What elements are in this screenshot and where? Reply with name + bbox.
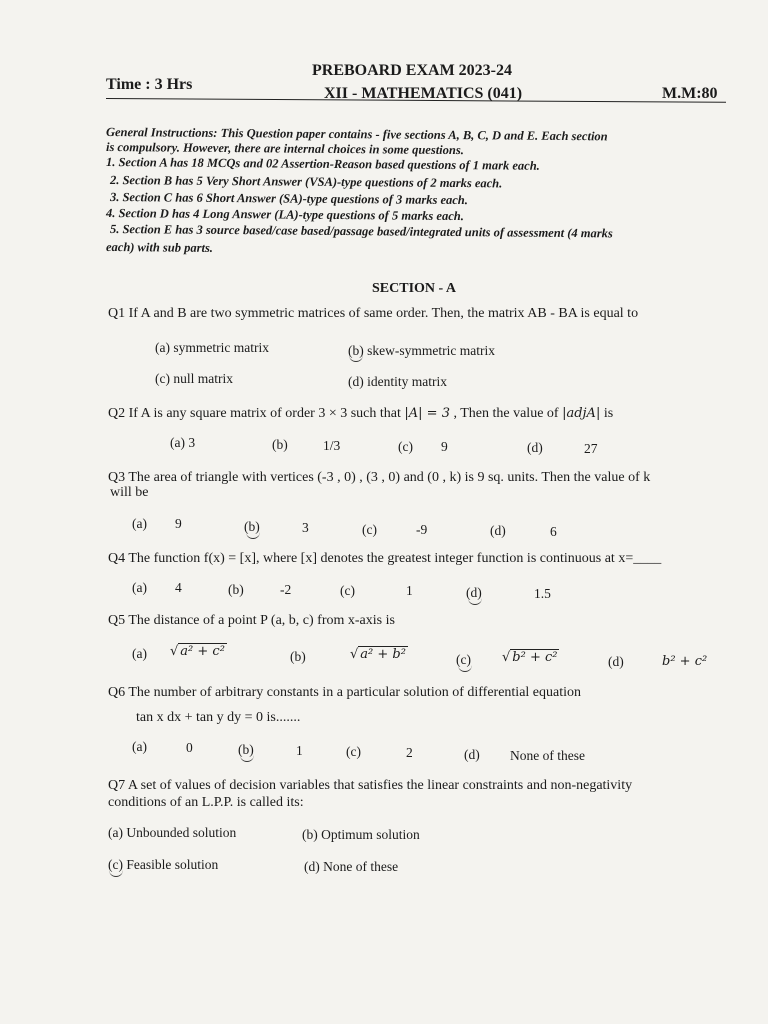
q6-option-a-value: 0 — [186, 740, 193, 755]
q4-option-c-label: (c) — [340, 583, 355, 598]
q6-option-d-value: None of these — [510, 748, 585, 763]
q4-option-a-value: 4 — [175, 580, 182, 595]
q6-option-c-label: (c) — [346, 744, 361, 759]
question-2 — [108, 406, 613, 422]
instructions-line-3: 1. Section A has 18 MCQs and 02 Assertion-Reason based questions of 1 mark each. — [105, 155, 540, 173]
question-3-line-1: Q3 The area of triangle with vertices (-3 , 0) , (3 , 0) and (0 , k) is 9 sq. units. Then the value of k — [108, 470, 651, 485]
q4-option-d-label: (d) — [466, 585, 482, 600]
q5-option-a-label: (a) — [132, 646, 147, 661]
max-marks: M.M:80 — [662, 85, 718, 102]
q2-text-pre: Q2 If A is any square matrix of order 3 × 3 such that — [108, 406, 405, 421]
q3-option-c-value: -9 — [416, 522, 428, 537]
q4-option-b-value: -2 — [280, 582, 292, 597]
q1-option-c: (c) null matrix — [155, 371, 233, 386]
time-allowed: Time : 3 Hrs — [106, 76, 193, 93]
q6-option-b-label: (b) — [238, 742, 254, 757]
q1-option-a: (a) symmetric matrix — [155, 340, 269, 355]
question-6: Q6 The number of arbitrary constants in a particular solution of differential equation — [108, 685, 582, 700]
question-3-line-2: will be — [110, 485, 149, 500]
instructions-line-2: is compulsory. However, there are internal choices in some questions. — [105, 140, 464, 158]
q1-option-b: (b) skew-symmetric matrix — [348, 343, 495, 358]
question-7-line-1: Q7 A set of values of decision variables that satisfies the linear constraints and non-negativity — [108, 778, 633, 793]
q7-option-d: (d) None of these — [304, 859, 399, 874]
q3-option-a-label: (a) — [132, 516, 147, 531]
q2-text-post: is — [600, 406, 614, 421]
q4-option-c-value: 1 — [406, 583, 413, 598]
question-4: Q4 The function f(x) = [x], where [x] denotes the greatest integer function is continuous at x=____ — [108, 551, 662, 566]
q2-option-d-value: 27 — [584, 441, 598, 456]
answer-tick-mark — [246, 528, 260, 539]
q5-option-b-label: (b) — [290, 649, 306, 664]
q7-option-c: (c) Feasible solution — [108, 857, 219, 872]
answer-tick-mark — [349, 351, 363, 362]
q3-option-b-value: 3 — [302, 520, 309, 535]
q5-option-c-value: √ b² + c² — [502, 650, 558, 665]
q3-option-d-label: (d) — [490, 523, 506, 538]
subject-title: XII - MATHEMATICS (041) — [324, 85, 523, 102]
q3-option-d-value: 6 — [550, 524, 557, 539]
q2-option-a: (a) 3 — [170, 435, 196, 450]
q7-option-a: (a) Unbounded solution — [108, 825, 237, 840]
q6-option-b-value: 1 — [296, 743, 303, 758]
q4-option-a-label: (a) — [132, 580, 147, 595]
question-5: Q5 The distance of a point P (a, b, c) from x-axis is — [108, 613, 395, 628]
exam-title: PREBOARD EXAM 2023-24 — [312, 62, 512, 79]
q6-equation: tan x dx + tan y dy = 0 is....... — [136, 710, 301, 725]
q1-option-d: (d) identity matrix — [348, 374, 447, 389]
q5-option-a-value: √ a² + c² — [170, 644, 225, 659]
instructions-line-1: General Instructions: This Question paper contains - five sections A, B, C, D and E. Each section — [105, 125, 608, 144]
instructions-line-7: 5. Section E has 3 source based/case based/passage based/integrated units of assessment (4 marks — [109, 222, 613, 241]
q5-option-d-value: b² + c² — [662, 654, 708, 669]
q2-option-b-value: 1/3 — [323, 438, 341, 453]
q2-option-d-label: (d) — [527, 440, 543, 455]
q3-option-c-label: (c) — [362, 522, 377, 537]
instructions-line-8: each) with sub parts. — [105, 240, 214, 255]
question-7-line-2: conditions of an L.P.P. is called its: — [108, 795, 304, 810]
q3-option-b-label: (b) — [244, 519, 260, 534]
q5-option-d-label: (d) — [608, 654, 624, 669]
instructions-line-6: 4. Section D has 4 Long Answer (LA)-type questions of 5 marks each. — [105, 206, 464, 224]
q2-option-b-label: (b) — [272, 437, 288, 452]
q6-option-c-value: 2 — [406, 745, 413, 760]
q4-option-b-label: (b) — [228, 582, 244, 597]
answer-tick-mark — [109, 866, 123, 877]
q5-option-b-value: √ a² + b² — [350, 647, 406, 662]
q2-adjoint: |adjA| — [562, 406, 601, 421]
q2-determinant: |A| = 3 — [404, 406, 450, 421]
q4-option-d-value: 1.5 — [534, 586, 551, 601]
answer-tick-mark — [458, 661, 472, 672]
section-title: SECTION - A — [372, 281, 457, 296]
answer-tick-mark — [468, 594, 482, 605]
q2-option-c-label: (c) — [398, 439, 413, 454]
q6-option-a-label: (a) — [132, 739, 147, 754]
answer-tick-mark — [240, 751, 254, 762]
question-1: Q1 If A and B are two symmetric matrices of same order. Then, the matrix AB - BA is equal to — [108, 306, 639, 321]
q2-text-mid: , Then the value of — [449, 406, 563, 421]
q5-option-c-label: (c) — [456, 652, 471, 667]
instructions-line-5: 3. Section C has 6 Short Answer (SA)-type questions of 3 marks each. — [109, 190, 468, 208]
instructions-line-4: 2. Section B has 5 Very Short Answer (VSA)-type questions of 2 marks each. — [109, 173, 503, 191]
q6-option-d-label: (d) — [464, 747, 480, 762]
q3-option-a-value: 9 — [175, 516, 182, 531]
q7-option-b: (b) Optimum solution — [302, 827, 420, 842]
q2-option-c-value: 9 — [441, 439, 448, 454]
